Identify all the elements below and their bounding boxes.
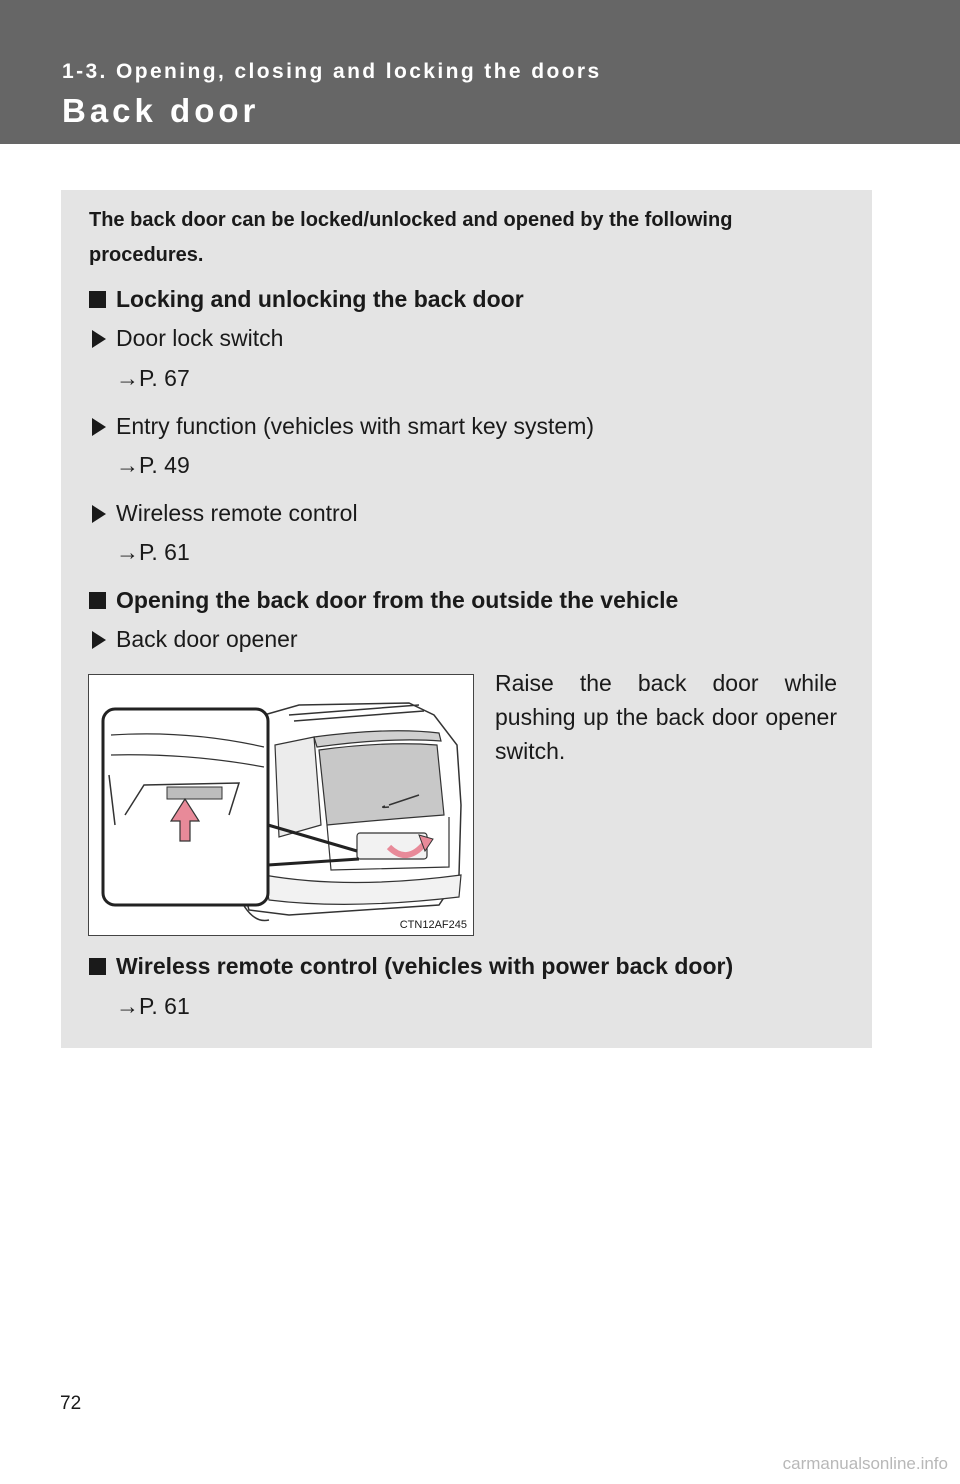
vehicle-rear-illustration — [89, 675, 473, 935]
intro-text: The back door can be locked/unlocked and opened by the following procedures. — [89, 209, 733, 266]
square-bullet-icon — [89, 291, 106, 308]
section-heading-opening: Opening the back door from the outside the vehicle — [89, 587, 678, 614]
back-door-opener-description: Raise the back door while pushing up the back door opener switch. — [495, 670, 837, 764]
page-title: Back door — [62, 92, 260, 129]
page-header — [0, 0, 960, 144]
page-ref-power-back-door[interactable]: →P. 61 — [116, 993, 190, 1019]
triangle-bullet-icon — [92, 330, 106, 348]
page-ref-wireless-remote[interactable]: →P. 61 — [116, 539, 190, 565]
bullet-entry-function: Entry function (vehicles with smart key system) — [92, 413, 594, 440]
bullet-back-door-opener: Back door opener — [92, 626, 298, 653]
arrow-icon: → — [116, 993, 139, 1019]
arrow-icon: → — [116, 452, 139, 478]
arrow-icon: → — [116, 539, 139, 565]
page-number: 72 — [60, 1393, 82, 1414]
section-heading-locking: Locking and unlocking the back door — [89, 286, 524, 313]
watermark: carmanualsonline.info — [782, 1454, 948, 1473]
arrow-icon: → — [116, 365, 139, 391]
bullet-door-lock-switch: Door lock switch — [92, 325, 283, 352]
triangle-bullet-icon — [92, 418, 106, 436]
square-bullet-icon — [89, 958, 106, 975]
page-ref-door-lock-switch[interactable]: →P. 67 — [116, 365, 190, 391]
section-heading-wireless-power-door: Wireless remote control (vehicles with power back door) — [89, 953, 733, 980]
triangle-bullet-icon — [92, 631, 106, 649]
section-title: 1-3. Opening, closing and locking the doors — [62, 60, 602, 83]
page-ref-entry-function[interactable]: →P. 49 — [116, 452, 190, 478]
back-door-illustration — [88, 674, 474, 936]
bullet-wireless-remote: Wireless remote control — [92, 500, 358, 527]
square-bullet-icon — [89, 592, 106, 609]
figure-code: CTN12AF245 — [399, 919, 467, 931]
triangle-bullet-icon — [92, 505, 106, 523]
